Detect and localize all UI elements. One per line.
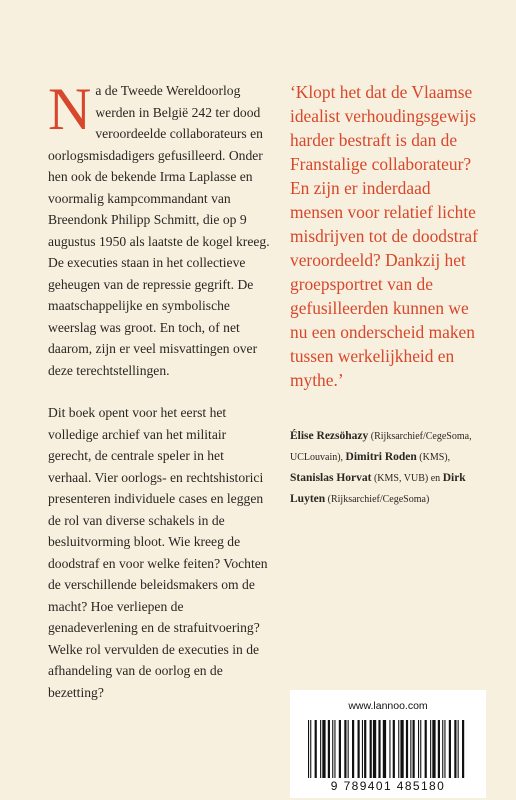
barcode-bar bbox=[322, 720, 325, 778]
barcode-bar bbox=[413, 720, 415, 778]
barcode-bar bbox=[310, 720, 311, 778]
barcode-bar bbox=[373, 720, 376, 778]
back-cover-blurb bbox=[48, 76, 270, 703]
barcode-bar bbox=[425, 720, 427, 778]
barcode-bar bbox=[364, 720, 366, 778]
barcode-bar bbox=[454, 720, 456, 778]
barcode-bar bbox=[378, 720, 380, 778]
author-name: Élise Rezsöhazy bbox=[290, 430, 369, 442]
author-name: Dimitri Roden bbox=[345, 451, 417, 463]
barcode-bar bbox=[462, 720, 464, 778]
barcode-bar bbox=[358, 720, 360, 778]
barcode-bar bbox=[334, 720, 335, 778]
barcode-bar bbox=[458, 720, 459, 778]
author-affiliation: (Rijksarchief/CegeSoma, UCLouvain), bbox=[290, 431, 472, 463]
barcode-bar bbox=[332, 720, 333, 778]
barcode-bar bbox=[406, 720, 408, 778]
barcode-bar bbox=[370, 720, 372, 778]
description-paragraph: Dit boek opent voor het eerst het volledige archief van het militair gerecht, de centrale speler in het verhaal. Vier oorlogs- en rechtshistorici presenteren individuele cases en leggen de rol van diverse schakels in de besluitvorming bloot. Wie kreeg de doodstraf en voor welke feiten? Vochten de verschillende beleidsmakers om de macht? Hoe verliepen de genadeverlening en de strafuitvoering? Welke rol vervulden de executies in de afhandeling van de oorlog en de bezetting? bbox=[48, 405, 268, 700]
barcode-bar bbox=[432, 720, 435, 778]
author-affiliation: (Rijksarchief/CegeSoma) bbox=[327, 494, 430, 505]
barcode-panel bbox=[290, 690, 486, 798]
barcode-bar bbox=[398, 720, 399, 778]
barcode-bar bbox=[352, 720, 354, 778]
author-credits bbox=[290, 426, 486, 510]
barcode-bar bbox=[339, 720, 341, 778]
author-affiliation: (KMS), bbox=[419, 452, 451, 463]
barcode-bar bbox=[315, 720, 317, 778]
intro-paragraph-text: a de Tweede Wereldoorlog werden in België 242 ter dood veroordeelde collaborateurs en oorlogsmisdadigers gefusilleerd. Onder hen ook de bekende Irma Laplasse en voormalig kampcommandant van Breendonk Philipp Schmitt, die op 9 augustus 1950 als laatste de kogel kreeg. De executies staan in het collectieve geheugen van de repressie gegrift. De maatschappelijke en symbolische weerslag was groot. En toch, of net daarom, zijn er veel misvattingen over deze terechtstellingen. bbox=[48, 83, 270, 378]
barcode-bar bbox=[389, 720, 390, 778]
barcode-bar bbox=[344, 720, 346, 778]
author-name: Stanislas Horvat bbox=[290, 472, 372, 484]
barcode-bar bbox=[449, 720, 451, 778]
barcode-bar bbox=[348, 720, 349, 778]
barcode-bar bbox=[410, 720, 411, 778]
drop-cap: N bbox=[48, 76, 92, 142]
isbn-number: 9 789401 485180 bbox=[330, 779, 446, 793]
publisher-url: www.lannoo.com bbox=[348, 700, 428, 712]
barcode-bar bbox=[393, 720, 395, 778]
barcode-bar bbox=[418, 720, 419, 778]
barcode-icon bbox=[306, 720, 470, 778]
barcode-bar bbox=[430, 720, 431, 778]
barcode-bar bbox=[420, 720, 421, 778]
barcode-bar bbox=[383, 720, 386, 778]
barcode-bar bbox=[320, 720, 321, 778]
barcode-bar bbox=[328, 720, 330, 778]
barcode-bar bbox=[438, 720, 440, 778]
barcode-bar bbox=[400, 720, 403, 778]
right-column bbox=[290, 80, 486, 510]
intro-paragraph bbox=[48, 76, 270, 381]
author-name: Dirk Luyten bbox=[290, 472, 466, 505]
barcode-bar bbox=[362, 720, 363, 778]
author-affiliation: (KMS, VUB) en bbox=[373, 473, 441, 484]
pull-quote: ‘Klopt het dat de Vlaamse idealist verhoudingsgewijs harder bestraft is dan de Franstalige collaborateur? En zijn er inderdaad mensen voor relatief lichte misdrijven tot de doodstraf veroordeeld? Dankzij het groepsportret van de gefusilleerden kunnen we nu een onderscheid maken tussen werkelijkheid en mythe.’ bbox=[290, 82, 478, 390]
barcode-bar bbox=[444, 720, 445, 778]
barcode-bar bbox=[442, 720, 443, 778]
barcode-bar bbox=[308, 720, 309, 778]
